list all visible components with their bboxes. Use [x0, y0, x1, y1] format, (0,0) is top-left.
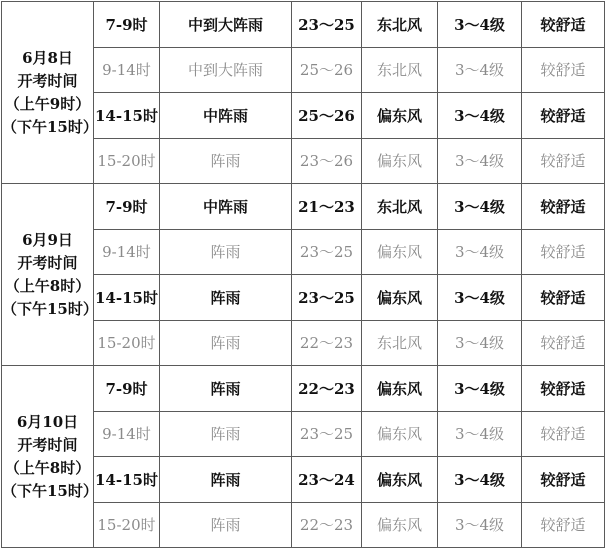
comfort-cell: 较舒适	[522, 229, 605, 275]
wind-level-cell: 3～4级	[438, 138, 522, 184]
weather-cell: 中阵雨	[160, 93, 292, 139]
comfort-cell: 较舒适	[522, 93, 605, 139]
temperature-cell: 23～26	[292, 138, 362, 184]
comfort-cell: 较舒适	[522, 138, 605, 184]
temperature-cell: 23～25	[292, 229, 362, 275]
time-slot-cell: 14-15时	[94, 275, 160, 321]
wind-direction-cell: 偏东风	[362, 93, 438, 139]
wind-direction-cell: 偏东风	[362, 411, 438, 457]
temperature-cell: 23～25	[292, 2, 362, 48]
day-header-cell	[2, 2, 98, 184]
wind-level-cell: 3～4级	[438, 320, 522, 366]
weather-cell: 中阵雨	[160, 184, 292, 230]
wind-level-cell: 3～4级	[438, 502, 522, 548]
morning-exam-time: （上午9时）	[4, 94, 91, 113]
forecast-table	[1, 1, 605, 548]
exam-time-label: 开考时间	[17, 71, 78, 90]
comfort-cell: 较舒适	[522, 275, 605, 321]
wind-level-cell: 3～4级	[438, 93, 522, 139]
wind-level-cell: 3～4级	[438, 2, 522, 48]
wind-direction-cell: 偏东风	[362, 502, 438, 548]
comfort-cell: 较舒适	[522, 2, 605, 48]
morning-exam-time: （上午8时）	[4, 458, 91, 477]
table-row	[2, 184, 605, 230]
temperature-cell: 22～23	[292, 366, 362, 412]
time-slot-cell: 14-15时	[94, 93, 160, 139]
day-header-cell	[2, 184, 98, 366]
weather-cell: 阵雨	[160, 229, 292, 275]
weather-cell: 阵雨	[160, 411, 292, 457]
temperature-cell: 23～24	[292, 457, 362, 503]
weather-cell: 阵雨	[160, 138, 292, 184]
comfort-cell: 较舒适	[522, 457, 605, 503]
exam-time-label: 开考时间	[17, 435, 78, 454]
wind-direction-cell: 东北风	[362, 320, 438, 366]
wind-direction-cell: 东北风	[362, 2, 438, 48]
wind-level-cell: 3～4级	[438, 457, 522, 503]
afternoon-exam-time: （下午15时）	[2, 299, 98, 318]
day-date: 6月10日	[16, 412, 79, 431]
wind-level-cell: 3～4级	[438, 366, 522, 412]
wind-level-cell: 3～4级	[438, 275, 522, 321]
weather-cell: 中到大阵雨	[160, 2, 292, 48]
time-slot-cell: 15-20时	[94, 320, 160, 366]
wind-direction-cell: 东北风	[362, 184, 438, 230]
time-slot-cell: 9-14时	[94, 47, 160, 93]
time-slot-cell: 9-14时	[94, 411, 160, 457]
day-date: 6月8日	[22, 48, 73, 67]
comfort-cell: 较舒适	[522, 411, 605, 457]
comfort-cell: 较舒适	[522, 502, 605, 548]
temperature-cell: 25～26	[292, 47, 362, 93]
wind-direction-cell: 偏东风	[362, 229, 438, 275]
wind-direction-cell: 偏东风	[362, 457, 438, 503]
wind-level-cell: 3～4级	[438, 184, 522, 230]
comfort-cell: 较舒适	[522, 366, 605, 412]
wind-level-cell: 3～4级	[438, 229, 522, 275]
comfort-cell: 较舒适	[522, 47, 605, 93]
wind-direction-cell: 偏东风	[362, 138, 438, 184]
weather-cell: 阵雨	[160, 366, 292, 412]
wind-direction-cell: 偏东风	[362, 275, 438, 321]
wind-direction-cell: 偏东风	[362, 366, 438, 412]
time-slot-cell: 14-15时	[94, 457, 160, 503]
wind-direction-cell: 东北风	[362, 47, 438, 93]
afternoon-exam-time: （下午15时）	[2, 117, 98, 136]
table-row	[2, 2, 605, 48]
time-slot-cell: 7-9时	[94, 366, 160, 412]
day-date: 6月9日	[22, 230, 73, 249]
table-row	[2, 366, 605, 412]
time-slot-cell: 9-14时	[94, 229, 160, 275]
time-slot-cell: 7-9时	[94, 184, 160, 230]
time-slot-cell: 15-20时	[94, 502, 160, 548]
weather-cell: 阵雨	[160, 320, 292, 366]
wind-level-cell: 3～4级	[438, 411, 522, 457]
temperature-cell: 22～23	[292, 502, 362, 548]
weather-cell: 阵雨	[160, 502, 292, 548]
afternoon-exam-time: （下午15时）	[2, 481, 98, 500]
comfort-cell: 较舒适	[522, 320, 605, 366]
exam-time-label: 开考时间	[17, 253, 78, 272]
time-slot-cell: 7-9时	[94, 2, 160, 48]
temperature-cell: 25～26	[292, 93, 362, 139]
weather-cell: 阵雨	[160, 275, 292, 321]
morning-exam-time: （上午8时）	[4, 276, 91, 295]
comfort-cell: 较舒适	[522, 184, 605, 230]
time-slot-cell: 15-20时	[94, 138, 160, 184]
temperature-cell: 21～23	[292, 184, 362, 230]
weather-cell: 中到大阵雨	[160, 47, 292, 93]
weather-cell: 阵雨	[160, 457, 292, 503]
day-header-cell	[2, 366, 98, 548]
temperature-cell: 22～23	[292, 320, 362, 366]
wind-level-cell: 3～4级	[438, 47, 522, 93]
temperature-cell: 23～25	[292, 275, 362, 321]
temperature-cell: 23～25	[292, 411, 362, 457]
